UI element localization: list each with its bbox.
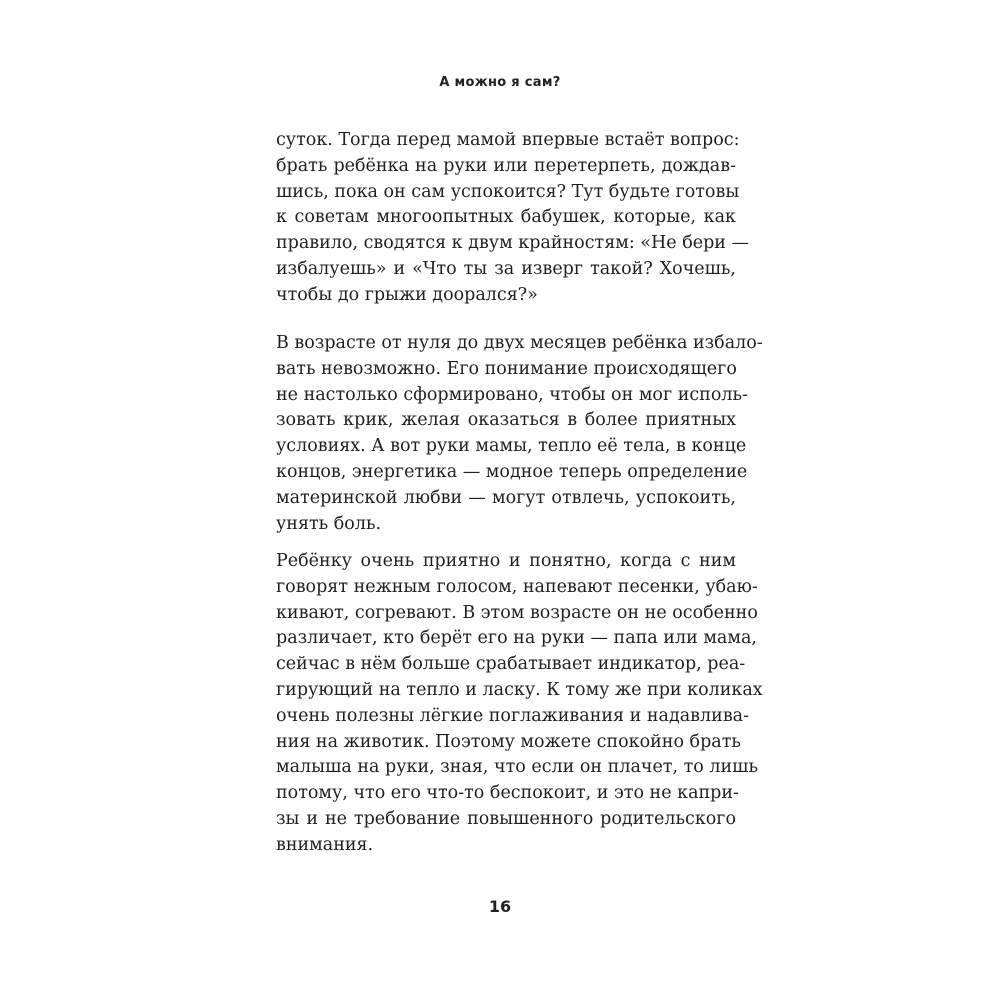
paragraph-line: вать невозможно. Его понимание происходящего	[276, 358, 737, 379]
paragraph-line: зовать крик, желая оказаться в более приятных	[276, 410, 736, 431]
paragraph-line: внимания.	[276, 834, 374, 855]
paragraph-line: очень полезны лёгкие поглаживания и надавлива-	[276, 705, 750, 726]
paragraph-line: избалуешь» и «Что ты за изверг такой? Хочешь,	[276, 258, 736, 279]
paragraph-line: В возрасте от нуля до двух месяцев ребёнка избало-	[276, 333, 763, 353]
paragraph-line: чтобы до грыжи доорался?»	[276, 284, 538, 305]
running-header: А можно я сам?	[439, 75, 561, 90]
paragraph-line: сейчас в нём больше срабатывает индикатор, реа-	[276, 654, 746, 675]
paragraph-1	[276, 128, 750, 309]
paragraph-line: гирующий на тепло и ласку. К тому же при коликах	[276, 679, 763, 700]
paragraph-2	[276, 331, 763, 537]
paragraph-line: условиях. А вот руки мамы, тепло её тела, в конце	[276, 436, 747, 457]
paragraph-line: унять боль.	[276, 513, 382, 534]
paragraph-line: ния на животик. Поэтому можете спокойно брать	[276, 731, 741, 752]
paragraph-line: концов, энергетика — модное теперь определение	[276, 461, 748, 482]
paragraph-line: брать ребёнка на руки или перетерпеть, дождав-	[276, 155, 736, 176]
paragraph-line: зы и не требование повышенного родительского	[276, 808, 736, 829]
paragraph-line: кивают, согревают. В этом возрасте он не особенно	[276, 602, 758, 623]
paragraph-line: потому, что его что-то беспокоит, и это не капри-	[276, 783, 739, 804]
paragraph-line: к советам многоопытных бабушек, которые, как	[276, 207, 736, 228]
paragraph-line: шись, пока он сам успокоится? Тут будьте готовы	[276, 181, 740, 202]
paragraph-line: суток. Тогда перед мамой впервые встаёт вопрос:	[276, 130, 740, 150]
paragraph-line: Ребёнку очень приятно и понятно, когда с ним	[276, 551, 736, 571]
paragraph-line: правило, сводятся к двум крайностям: «Не бери —	[276, 233, 750, 254]
paragraph-line: различает, кто берёт его на руки — папа или мама,	[276, 628, 757, 649]
paragraph-line: говорят нежным голосом, напевают песенки, убаю-	[276, 576, 758, 597]
paragraph-line: материнской любви — могут отвлечь, успокоить,	[276, 487, 736, 508]
paragraph-line: малыша на руки, зная, что если он плачет, то лишь	[276, 757, 758, 778]
paragraph-3	[276, 549, 763, 859]
paragraph-line: не настолько сформировано, чтобы он мог исполь-	[276, 384, 748, 405]
page-number: 16	[488, 897, 512, 916]
